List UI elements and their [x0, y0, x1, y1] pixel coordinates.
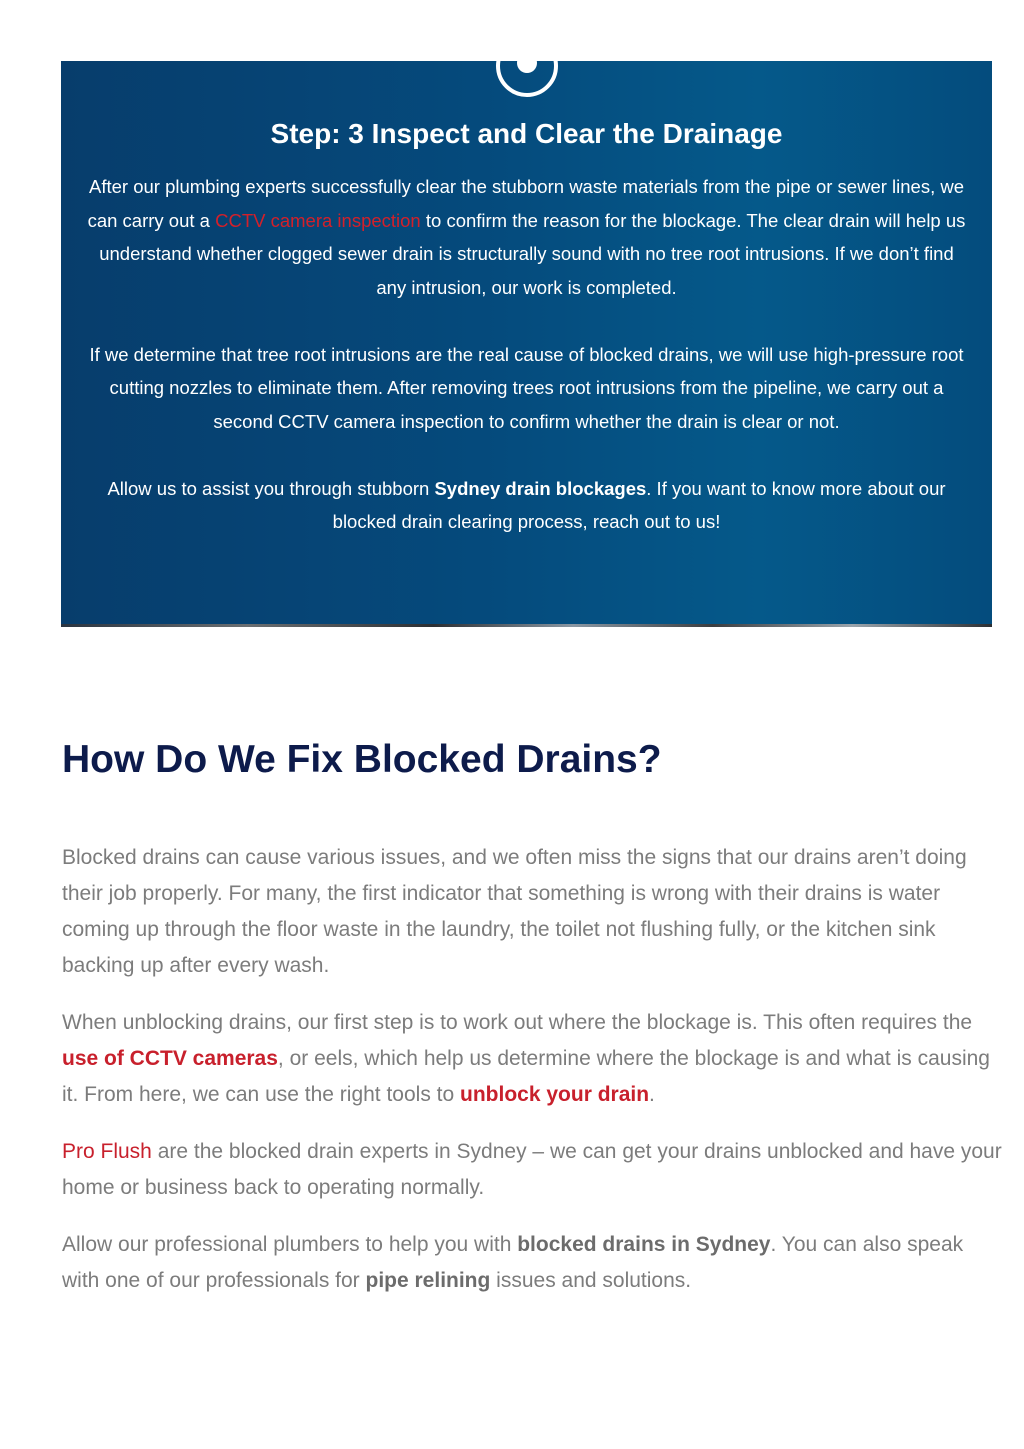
- section-content: [62, 840, 1002, 1320]
- content-paragraph-4: Allow our professional plumbers to help you with blocked drains in Sydney. You can also speak with one of our professionals for pipe relining issues and solutions.: [62, 1233, 964, 1292]
- step-circle-icon: [496, 61, 558, 97]
- section-heading: How Do We Fix Blocked Drains?: [62, 738, 662, 781]
- sydney-drain-blockages-text: Sydney drain blockages: [434, 477, 647, 499]
- pro-flush-link[interactable]: Pro Flush: [62, 1140, 152, 1163]
- step-paragraph-2: If we determine that tree root intrusions are the real cause of blocked drains, we will use high-pressure root cutting nozzles to eliminate them. After removing trees root intrusions from the pipeline, we carry out a second CCTV camera inspection to confirm whether the drain is clear or not.: [89, 343, 964, 432]
- cctv-camera-inspection-link[interactable]: CCTV camera inspection: [215, 209, 421, 231]
- card-bottom-strip: [61, 624, 992, 627]
- step-body: [85, 170, 968, 572]
- step-paragraph-1: After our plumbing experts successfully clear the stubborn waste materials from the pipe or sewer lines, we can carry out a CCTV camera inspection to confirm the reason for the blockage. The clear drain will help us understand whether clogged sewer drain is structurally sound with no tree root intrusions. If we don’t find any intrusion, our work is completed.: [87, 176, 966, 298]
- step-paragraph-3: Allow us to assist you through stubborn Sydney drain blockages. If you want to know more about our blocked drain clearing process, reach out to us!: [107, 477, 946, 532]
- use-of-cctv-cameras-link[interactable]: use of CCTV cameras: [62, 1047, 278, 1070]
- step-title: Step: 3 Inspect and Clear the Drainage: [270, 118, 783, 149]
- content-paragraph-2: When unblocking drains, our first step is to work out where the blockage is. This often requires the use of CCTV cameras, or eels, which help us determine where the blockage is and what is causing it. From here, we can use the right tools to unblock your drain.: [62, 1011, 990, 1106]
- content-paragraph-1: Blocked drains can cause various issues, and we often miss the signs that our drains aren’t doing their job properly. For many, the first indicator that something is wrong with their drains is water coming up through the floor waste in the laundry, the toilet not flushing fully, or the kitchen sink backing up after every wash.: [62, 846, 967, 977]
- step-card: [61, 61, 992, 627]
- content-paragraph-3: Pro Flush are the blocked drain experts in Sydney – we can get your drains unblocked and have your home or business back to operating normally.: [62, 1140, 1002, 1199]
- blocked-drains-sydney-text: blocked drains in Sydney: [517, 1233, 771, 1256]
- unblock-your-drain-link[interactable]: unblock your drain: [460, 1083, 650, 1106]
- pipe-relining-text: pipe relining: [365, 1269, 491, 1292]
